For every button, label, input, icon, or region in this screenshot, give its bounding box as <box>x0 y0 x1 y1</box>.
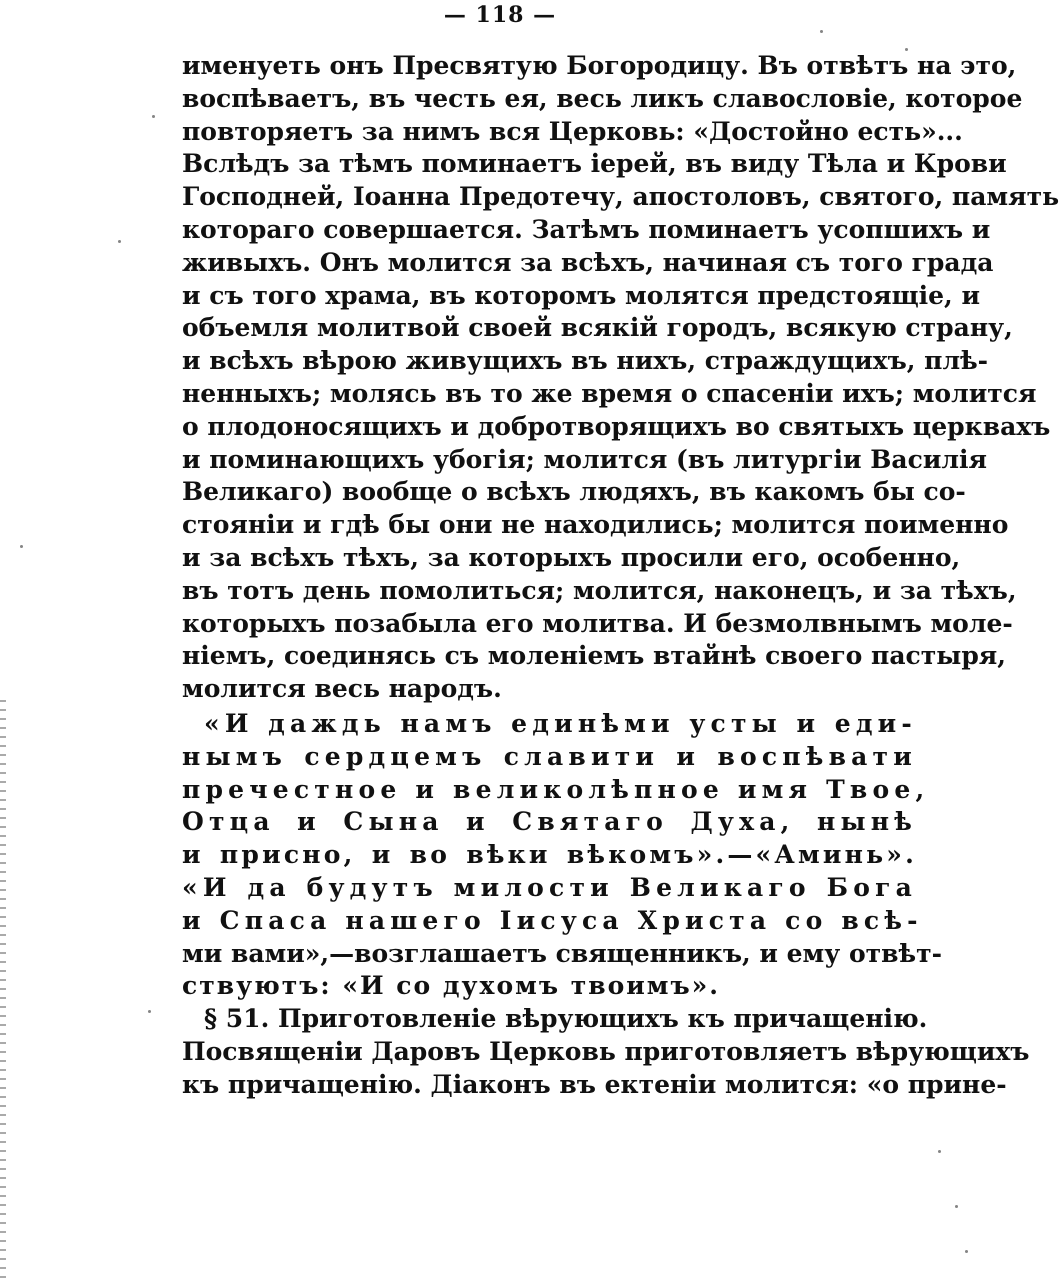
text-line: Господней, Іоанна Предотечу, апостоловъ, святого, память <box>182 182 1059 212</box>
scan-speck <box>938 1150 941 1153</box>
text-line: и всѣхъ вѣрою живущихъ въ нихъ, страждущихъ, плѣ- <box>182 346 989 376</box>
text-line: пречестное и великолѣпное имя Твое, <box>182 774 930 804</box>
text-line: ненныхъ; молясь въ то же время о спасеніи ихъ; молится <box>182 378 1037 408</box>
scan-speck <box>20 545 23 548</box>
text-line: ствуютъ: «И со духомъ твоимъ». <box>182 971 721 1001</box>
text-line: стояніи и гдѣ бы они не находились; молится поименно <box>182 510 1009 540</box>
text-line: котораго совершается. Затѣмъ поминаетъ усопшихъ и <box>182 214 991 244</box>
text-line: и поминающихъ убогія; молится (въ литургіи Василія <box>182 444 987 474</box>
paragraph-1 <box>182 50 1059 706</box>
text-line: именуеть онъ Пресвятую Богородицу. Въ отвѣтъ на это, <box>182 51 1017 80</box>
text-line: Вслѣдъ за тѣмъ поминаетъ іерей, въ виду Тѣла и Крови <box>182 149 1007 179</box>
text-line: и Спаса нашего Іисуса Христа со всѣ- <box>182 905 923 935</box>
text-line: «И да будутъ милости Великаго Бога <box>182 872 917 902</box>
text-line: живыхъ. Онъ молится за всѣхъ, начиная съ того града <box>182 247 994 277</box>
text-line: молится весь народъ. <box>182 674 502 704</box>
scan-speck <box>148 1010 151 1013</box>
text-line: въ тотъ день помолиться; молится, наконецъ, и за тѣхъ, <box>182 575 1017 605</box>
text-line: объемля молитвой своей всякій городъ, всякую страну, <box>182 313 1013 343</box>
text-column <box>182 50 1059 1102</box>
text-line: и за всѣхъ тѣхъ, за которыхъ просили его, особенно, <box>182 542 961 572</box>
scan-speck <box>152 115 155 118</box>
text-line: къ причащенію. Діаконъ въ ектеніи молится: «о прине- <box>182 1069 1007 1099</box>
page-number: — 118 — <box>443 2 557 28</box>
scan-speck <box>905 48 908 51</box>
text-line: Посвященіи Даровъ Церковь приготовляетъ вѣрующихъ <box>182 1036 1030 1066</box>
paragraph-2 <box>182 708 942 1003</box>
text-line: ніемъ, соединясь съ моленіемъ втайнѣ своего пастыря, <box>182 641 1006 671</box>
scan-speck <box>820 30 823 33</box>
section-heading: § 51. Приготовленіе вѣрующихъ къ причащенію. <box>204 1004 928 1034</box>
text-line: «И даждь намъ единѣми усты и еди- <box>204 708 917 738</box>
text-line: воспѣваетъ, въ честь ея, весь ликъ славословіе, которое <box>182 83 1023 113</box>
scan-margin-noise <box>0 700 6 1285</box>
paragraph-3 <box>182 1003 1030 1101</box>
text-line: нымъ сердцемъ славити и воспѣвати <box>182 741 917 771</box>
text-line: и присно, и во вѣки вѣкомъ».—«Аминь». <box>182 840 917 870</box>
text-line: Великаго) вообще о всѣхъ людяхъ, въ какомъ бы со- <box>182 477 966 507</box>
scan-speck <box>118 240 121 243</box>
text-line: которыхъ позабыла его молитва. И безмолвнымъ моле- <box>182 608 1013 638</box>
text-line: о плодоносящихъ и добротворящихъ во святыхъ церквахъ <box>182 411 1051 441</box>
scan-speck <box>955 1205 958 1208</box>
scan-speck <box>965 1250 968 1253</box>
text-line: ми вами»,—возглашаетъ священникъ, и ему отвѣт- <box>182 938 942 968</box>
text-line: и съ того храма, въ которомъ молятся предстоящіе, и <box>182 280 980 310</box>
text-line: Отца и Сына и Святаго Духа, нынѣ <box>182 807 917 837</box>
text-line: повторяетъ за нимъ вся Церковь: «Достойно есть»... <box>182 116 963 146</box>
